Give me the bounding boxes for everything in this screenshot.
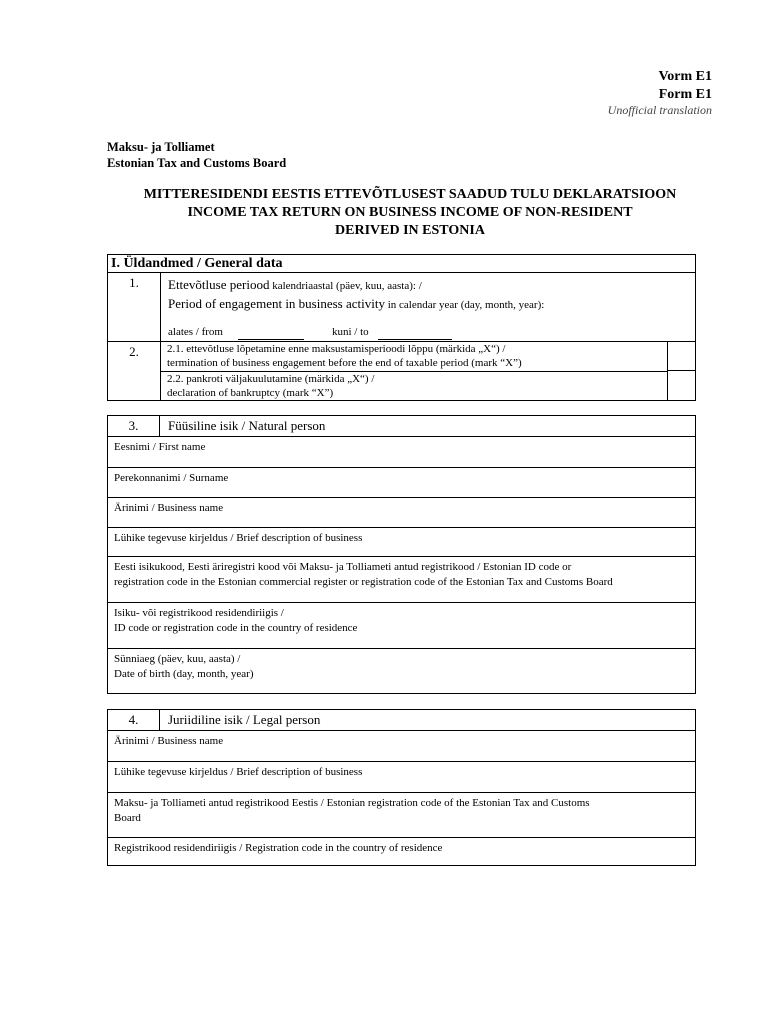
legal-business-name-field[interactable]: Ärinimi / Business name bbox=[108, 730, 695, 761]
termination-row bbox=[108, 341, 668, 401]
period-row bbox=[108, 272, 695, 342]
surname-field[interactable]: Perekonnanimi / Surname bbox=[108, 467, 695, 497]
period-to-input[interactable] bbox=[378, 339, 452, 340]
document-title bbox=[107, 186, 713, 240]
period-label-et: Ettevõtluse periood bbox=[168, 277, 270, 292]
residence-registration-code-field[interactable]: Registrikood residendiriigis / Registration code in the country of residence bbox=[108, 837, 695, 866]
natural-person-heading: Füüsiline isik / Natural person bbox=[168, 418, 326, 433]
unofficial-translation-note: Unofficial translation bbox=[607, 103, 712, 117]
bankruptcy-label-en: declaration of bankruptcy (mark “X”) bbox=[167, 387, 334, 399]
estonian-id-code-field[interactable]: Eesti isikukood, Eesti äriregistri kood või Maksu- ja Tolliameti antud registrikood / Estonian ID code or registration code in the Estonian commercial register or registration code of the Estonian Tax and Customs Board bbox=[108, 556, 695, 602]
estonian-registration-code-field[interactable]: Maksu- ja Tolliameti antud registrikood Eestis / Estonian registration code of the Estonian Tax and Customs Board bbox=[108, 792, 695, 837]
residence-id-code-field[interactable]: Isiku- või registrikood residendiriigis / ID code or registration code in the country of residence bbox=[108, 602, 695, 648]
title-line-3: DERIVED IN ESTONIA bbox=[335, 223, 485, 238]
legal-person-heading: Juriidiline isik / Legal person bbox=[168, 712, 321, 727]
period-label-en: Period of engagement in business activity bbox=[168, 296, 385, 311]
authority-name-en: Estonian Tax and Customs Board bbox=[107, 156, 287, 170]
form-code-en: Form E1 bbox=[658, 87, 712, 102]
business-name-field[interactable]: Ärinimi / Business name bbox=[108, 497, 695, 527]
date-of-birth-field[interactable]: Sünniaeg (päev, kuu, aasta) / Date of birth (day, month, year) bbox=[108, 648, 695, 694]
authority-name bbox=[107, 139, 286, 171]
bankruptcy-label-et: 2.2. pankroti väljakuulutamine (märkida „X“) / bbox=[167, 373, 375, 385]
form-code-et: Vorm E1 bbox=[658, 69, 712, 84]
item-2-number: 2. bbox=[129, 344, 139, 359]
authority-name-et: Maksu- ja Tolliamet bbox=[107, 140, 215, 154]
general-data-heading: I. Üldandmed / General data bbox=[111, 256, 283, 271]
legal-person-section bbox=[107, 709, 696, 866]
natural-person-section bbox=[107, 415, 696, 694]
termination-label-en: termination of business engagement before the end of taxable period (mark “X”) bbox=[167, 357, 522, 369]
general-data-section bbox=[107, 254, 696, 401]
period-label-et-note: kalendriaastal (päev, kuu, aasta): / bbox=[269, 280, 422, 292]
period-from-input[interactable] bbox=[238, 339, 304, 340]
title-line-2: INCOME TAX RETURN ON BUSINESS INCOME OF NON-RESIDENT bbox=[187, 205, 633, 220]
section-3-number: 3. bbox=[128, 418, 139, 433]
first-name-field[interactable]: Eesnimi / First name bbox=[108, 436, 695, 467]
title-line-1: MITTERESIDENDI EESTIS ETTEVÕTLUSEST SAADUD TULU DEKLARATSIOON bbox=[143, 187, 677, 202]
legal-business-description-field[interactable]: Lühike tegevuse kirjeldus / Brief description of business bbox=[108, 761, 695, 792]
termination-checkbox[interactable] bbox=[667, 341, 695, 371]
bankruptcy-checkbox[interactable] bbox=[667, 370, 695, 401]
item-1-number: 1. bbox=[129, 275, 139, 290]
business-description-field[interactable]: Lühike tegevuse kirjeldus / Brief description of business bbox=[108, 527, 695, 556]
period-label-en-note: in calendar year (day, month, year): bbox=[384, 299, 545, 311]
termination-label-et: 2.1. ettevõtluse lõpetamine enne maksustamisperioodi lõppu (märkida „X“) / bbox=[167, 343, 506, 355]
section-4-number: 4. bbox=[128, 712, 139, 727]
period-from-label: alates / from bbox=[168, 326, 223, 338]
period-to-label: kuni / to bbox=[332, 326, 369, 338]
